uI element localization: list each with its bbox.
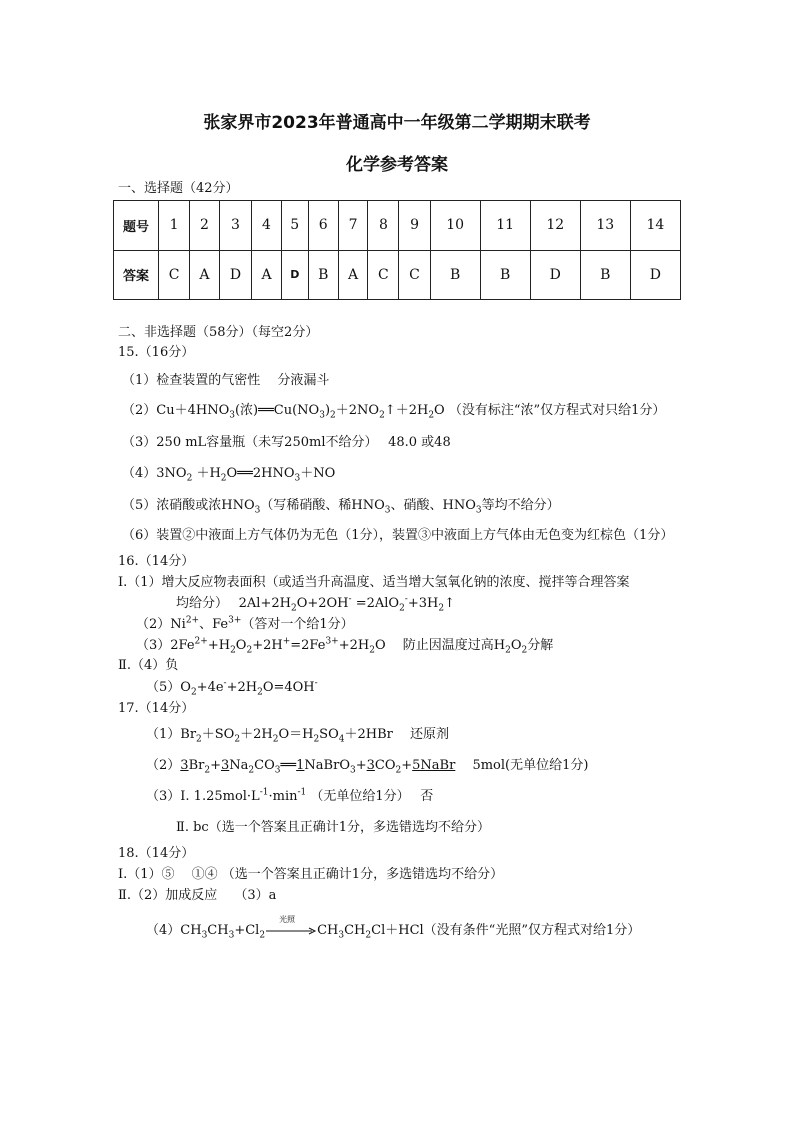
answer-table (113, 200, 681, 300)
part2-heading: 二、非选择题（58分）（每空2分） (118, 325, 319, 340)
arrow-icon (265, 925, 317, 937)
number-cell: 2 (190, 201, 220, 251)
answer-cell: B (308, 250, 338, 300)
q16-heading: 16.（14分） (118, 554, 195, 569)
q16-answer-5: $(5)O_2+4e^-+2H_2O=4OH^-$ (146, 678, 318, 698)
q15-answer-4: $(4)3NO_2$ $+H_2O══2HNO_3+NO$ (122, 466, 336, 484)
number-cell: 3 (219, 201, 252, 251)
q17-answer-1: $(1)Br_2+SO_2+2H_2O=H_2SO_4+2HBr$ 还原剂 (146, 727, 449, 745)
answer-cell: B (480, 250, 530, 300)
page-title: 张家界市2023年普通高中一年级第二学期期末联考 (203, 113, 591, 133)
answer-cell: C (368, 250, 399, 300)
q18-answer-1: Ⅰ.（1）⑤ ①④ （选一个答案且正确计1分，多选错选均不给分） (118, 867, 504, 882)
q16-answer-4: Ⅱ.（4）负 (118, 658, 179, 673)
answer-cell: B (580, 250, 630, 300)
answer-cell: C (159, 250, 190, 300)
answer-cell: D (630, 250, 680, 300)
number-cell: 13 (580, 201, 630, 251)
number-cell: 11 (480, 201, 530, 251)
q18-answer-2: Ⅱ.（2）加成反应 （3）a (118, 888, 277, 903)
number-cell: 1 (159, 201, 190, 251)
q15-answer-3: （3）250 mL容量瓶（未写250ml不给分） 48.0 或48 (122, 435, 451, 450)
table-row-numbers (114, 201, 681, 251)
number-cell: 8 (368, 201, 399, 251)
answer-cell: B (430, 250, 480, 300)
number-cell: 12 (530, 201, 580, 251)
row-label-answer: 答案 (114, 250, 159, 300)
q16-answer-2: $(2)Ni^{2+}$、$Fe^{3+}$（答对一个给1分） (136, 615, 354, 632)
page-subtitle: 化学参考答案 (346, 155, 448, 175)
table-row-answers (114, 250, 681, 300)
number-cell: 4 (252, 201, 282, 251)
q17-answer-2: $(2)3Br_2+3Na_2CO_3══1NaBrO_3+3CO_2+5NaBr$ 5mol(无单位给1分) (146, 758, 589, 776)
answer-cell: D (281, 250, 308, 300)
q16-answer-3: $(3)2Fe^{2+}+H_2O_2+2H^+=2Fe^{3+}+2H_2O$ 防止因温度过高$H_2O_2$分解 (136, 636, 554, 656)
q15-answer-5: （5）浓硝酸或浓$HNO_3$（写稀硝酸、稀$HNO_3$、硝酸、$HNO_3$等均不给分） (122, 498, 560, 516)
q16-answer-1: Ⅰ.（1）增大反应物表面积（或适当升高温度、适当增大氢氧化钠的浓度、搅拌等合理答案 (118, 575, 630, 590)
q15-answer-1: （1）检查装置的气密性 分液漏斗 (122, 373, 330, 388)
q17-heading: 17.（14分） (118, 701, 195, 716)
answer-cell: D (530, 250, 580, 300)
number-cell: 7 (338, 201, 368, 251)
answer-cell: A (190, 250, 220, 300)
part1-heading: 一、选择题（42分） (118, 181, 239, 196)
answer-cell: C (399, 250, 430, 300)
number-cell: 5 (281, 201, 308, 251)
q15-answer-6: （6）装置②中液面上方气体仍为无色（1分），装置③中液面上方气体由无色变为红棕色（1分） (122, 528, 674, 543)
q18-heading: 18.（14分） (118, 846, 195, 861)
number-cell: 14 (630, 201, 680, 251)
number-cell: 6 (308, 201, 338, 251)
q16-answer-1b: 均给分） $2Al+2H_2O+2OH^-$ $=2AlO_2^-+3H_2↑$ (176, 594, 455, 614)
q17-answer-3: （3）Ⅰ. $1.25mol\cdot L^{-1}\cdot\min^{-1}$ （无单位给1分） 否 (146, 787, 434, 804)
reaction-condition: 光照 (279, 914, 296, 924)
answer-cell: D (219, 250, 252, 300)
number-cell: 10 (430, 201, 480, 251)
q15-heading: 15.（16分） (118, 345, 195, 360)
row-label-number: 题号 (114, 201, 159, 251)
q18-answer-4: $(4)CH_3CH_3+Cl_2$ 光照 $CH_3CH_2Cl+HCl$（没有条件“光照”仅方程式对给1分） (146, 914, 641, 941)
answer-cell: A (338, 250, 368, 300)
q17-answer-4: Ⅱ. bc（选一个答案且正确计1分，多选错选均不给分） (176, 820, 490, 835)
q15-answer-2: $(2)Cu+4HNO_3$(浓)$══Cu(NO_3)_2+2NO_2↑+2H_2O$ （没有标注“浓”仅方程式对只给1分） (122, 403, 666, 421)
answer-cell: A (252, 250, 282, 300)
reaction-arrow (265, 914, 317, 937)
number-cell: 9 (399, 201, 430, 251)
